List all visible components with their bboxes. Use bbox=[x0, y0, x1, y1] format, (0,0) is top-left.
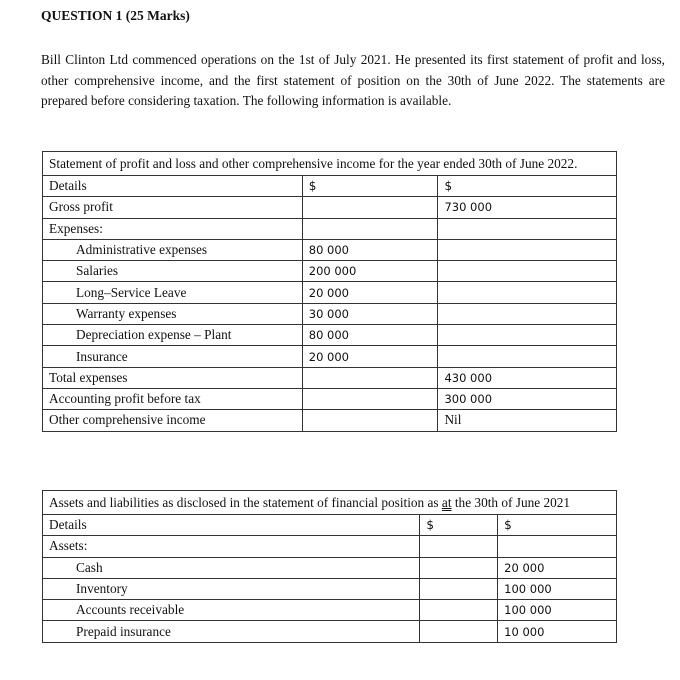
table-row bbox=[43, 557, 617, 578]
heading-text-post: the 30th of June 2021 bbox=[451, 495, 571, 510]
row-label: Assets: bbox=[43, 536, 420, 557]
row-amount-a: 20 000 bbox=[302, 282, 438, 303]
row-amount-b: 100 000 bbox=[498, 600, 617, 621]
row-label: Accounts receivable bbox=[43, 600, 420, 621]
row-amount-b: 100 000 bbox=[498, 578, 617, 599]
row-amount-a bbox=[302, 410, 438, 431]
row-amount-b bbox=[438, 303, 617, 324]
row-label: Gross profit bbox=[43, 197, 303, 218]
heading-text-pre: Assets and liabilities as disclosed in the statement of financial position as bbox=[49, 495, 442, 510]
intro-paragraph: Bill Clinton Ltd commenced operations on the 1st of July 2021. He presented its first statement of profit and loss, other comprehensive income, and the first statement of position on the 30th of June 2022. The statements are prepared before considering taxation. The following information is available. bbox=[41, 52, 665, 108]
balance-sheet-table bbox=[42, 490, 617, 643]
row-amount-b: 10 000 bbox=[498, 621, 617, 642]
col-amount-b-header: $ bbox=[498, 515, 617, 536]
row-amount-a: 30 000 bbox=[302, 303, 438, 324]
row-amount-b bbox=[438, 261, 617, 282]
row-amount-a bbox=[420, 557, 498, 578]
row-amount-b: 730 000 bbox=[438, 197, 617, 218]
row-amount-a bbox=[302, 367, 438, 388]
table-row bbox=[43, 536, 617, 557]
row-amount-b: 300 000 bbox=[438, 388, 617, 409]
col-amount-a-header: $ bbox=[302, 176, 438, 197]
row-amount-b bbox=[438, 218, 617, 239]
row-label: Cash bbox=[43, 557, 420, 578]
row-amount-a: 20 000 bbox=[302, 346, 438, 367]
table-header-row bbox=[43, 515, 617, 536]
row-amount-a bbox=[420, 621, 498, 642]
row-label: Accounting profit before tax bbox=[43, 388, 303, 409]
row-label: Insurance bbox=[43, 346, 303, 367]
balance-sheet-heading bbox=[43, 491, 617, 515]
row-amount-b bbox=[498, 536, 617, 557]
row-label: Depreciation expense – Plant bbox=[43, 325, 303, 346]
table-row bbox=[43, 621, 617, 642]
table-row bbox=[43, 239, 617, 260]
row-amount-b: 430 000 bbox=[438, 367, 617, 388]
col-details-header: Details bbox=[43, 176, 303, 197]
income-statement-heading: Statement of profit and loss and other comprehensive income for the year ended 30th of June 2022. bbox=[43, 152, 617, 176]
row-amount-b bbox=[438, 239, 617, 260]
row-label: Warranty expenses bbox=[43, 303, 303, 324]
table-row bbox=[43, 282, 617, 303]
row-amount-a bbox=[420, 578, 498, 599]
table-row bbox=[43, 197, 617, 218]
row-amount-a: 200 000 bbox=[302, 261, 438, 282]
income-statement-table bbox=[42, 151, 617, 432]
row-amount-a: 80 000 bbox=[302, 239, 438, 260]
col-amount-a-header: $ bbox=[420, 515, 498, 536]
table-row bbox=[43, 218, 617, 239]
row-label: Total expenses bbox=[43, 367, 303, 388]
table-row bbox=[43, 410, 617, 431]
row-amount-a bbox=[302, 197, 438, 218]
table-row bbox=[43, 367, 617, 388]
row-amount-b: Nil bbox=[438, 410, 617, 431]
row-amount-b bbox=[438, 346, 617, 367]
row-amount-a bbox=[420, 600, 498, 621]
row-label: Administrative expenses bbox=[43, 239, 303, 260]
col-amount-b-header: $ bbox=[438, 176, 617, 197]
table-header-row bbox=[43, 176, 617, 197]
table-row bbox=[43, 600, 617, 621]
row-amount-a bbox=[420, 536, 498, 557]
row-label: Salaries bbox=[43, 261, 303, 282]
question-title: QUESTION 1 (25 Marks) bbox=[41, 8, 190, 23]
row-label: Inventory bbox=[43, 578, 420, 599]
row-amount-a: 80 000 bbox=[302, 325, 438, 346]
row-label: Long–Service Leave bbox=[43, 282, 303, 303]
heading-text-at: at bbox=[441, 495, 452, 510]
table-row bbox=[43, 388, 617, 409]
table-row bbox=[43, 346, 617, 367]
row-label: Other comprehensive income bbox=[43, 410, 303, 431]
row-amount-a bbox=[302, 388, 438, 409]
table-row bbox=[43, 303, 617, 324]
row-amount-b bbox=[438, 325, 617, 346]
col-details-header: Details bbox=[43, 515, 420, 536]
row-amount-b bbox=[438, 282, 617, 303]
row-amount-b: 20 000 bbox=[498, 557, 617, 578]
row-label: Expenses: bbox=[43, 218, 303, 239]
table-row bbox=[43, 578, 617, 599]
table-row bbox=[43, 325, 617, 346]
row-amount-a bbox=[302, 218, 438, 239]
table-row bbox=[43, 261, 617, 282]
row-label: Prepaid insurance bbox=[43, 621, 420, 642]
